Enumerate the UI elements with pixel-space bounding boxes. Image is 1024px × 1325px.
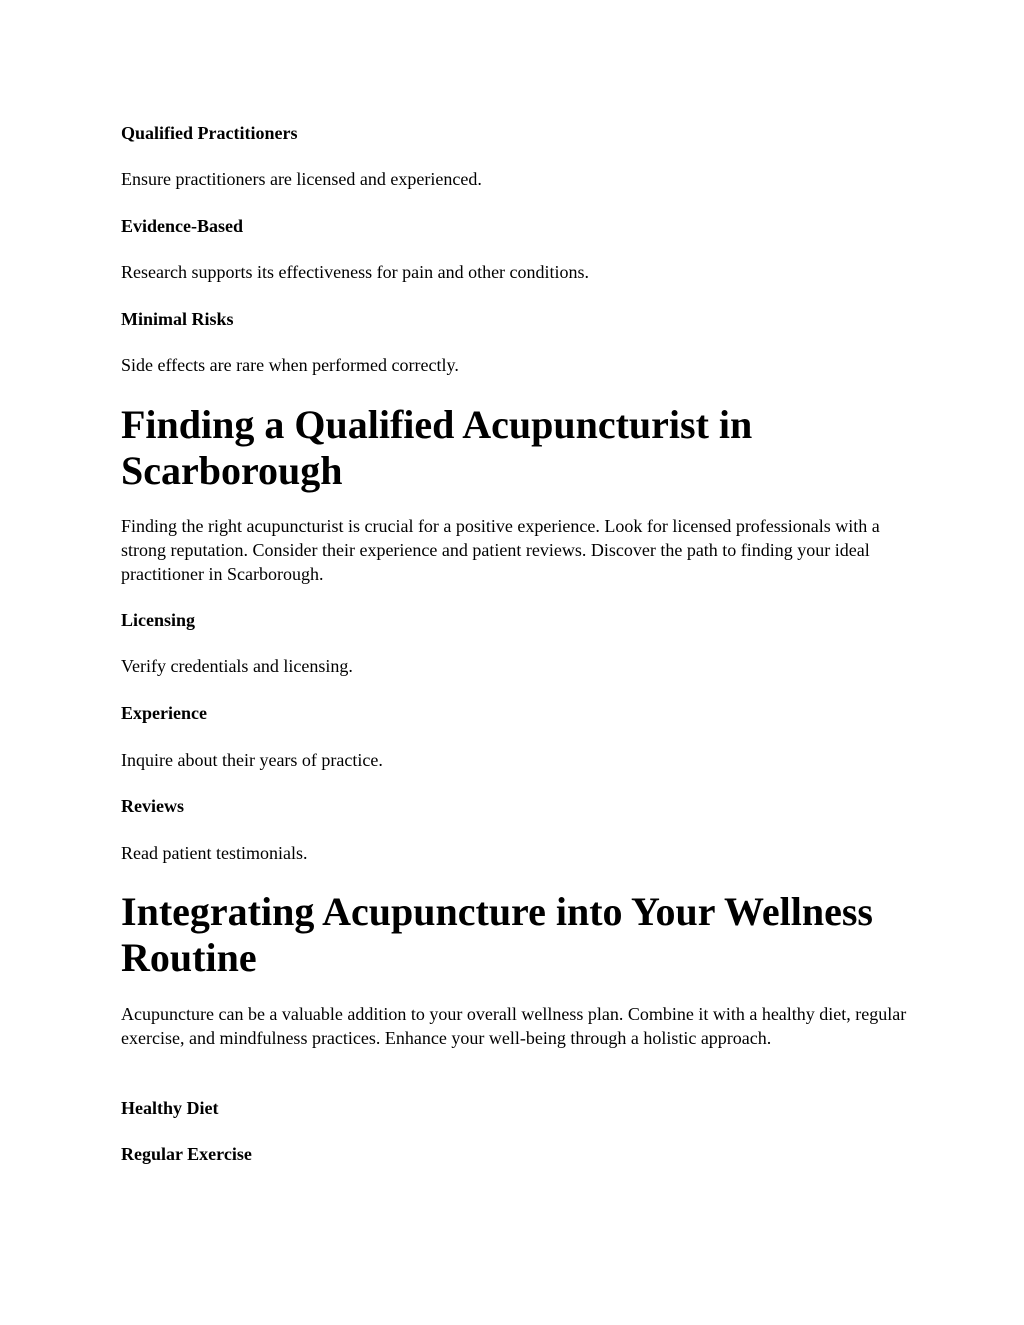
item-title-minimal-risks: Minimal Risks: [121, 309, 234, 329]
item-text-evidence-based: Research supports its effectiveness for pain and other conditions.: [121, 262, 590, 282]
item-title-regular-exercise: Regular Exercise: [121, 1144, 252, 1164]
item-text-experience: Inquire about their years of practice.: [121, 750, 383, 770]
item-title-experience: Experience: [121, 703, 207, 723]
section-heading-integrating-acupuncture: Integrating Acupuncture into Your Wellness Routine: [121, 889, 873, 980]
item-text-licensing: Verify credentials and licensing.: [121, 656, 353, 676]
section-intro-integrating-acupuncture: Acupuncture can be a valuable addition to your overall wellness plan. Combine it with a healthy diet, regular exercise, and mindfulness practices. Enhance your well-being through a holistic approach.: [121, 1004, 907, 1048]
item-title-reviews: Reviews: [121, 796, 184, 816]
section-intro-finding-acupuncturist: Finding the right acupuncturist is crucial for a positive experience. Look for licensed professionals with a strong reputation. Consider their experience and patient reviews. Discover the path to finding your ideal practitioner in Scarborough.: [121, 516, 880, 584]
item-text-minimal-risks: Side effects are rare when performed correctly.: [121, 355, 459, 375]
section-heading-finding-acupuncturist: Finding a Qualified Acupuncturist in Scarborough: [121, 402, 753, 493]
item-text-qualified-practitioners: Ensure practitioners are licensed and experienced.: [121, 169, 482, 189]
item-text-reviews: Read patient testimonials.: [121, 843, 308, 863]
item-title-qualified-practitioners: Qualified Practitioners: [121, 123, 298, 143]
item-title-evidence-based: Evidence-Based: [121, 216, 244, 236]
item-title-licensing: Licensing: [121, 610, 196, 630]
item-title-healthy-diet: Healthy Diet: [121, 1098, 219, 1118]
